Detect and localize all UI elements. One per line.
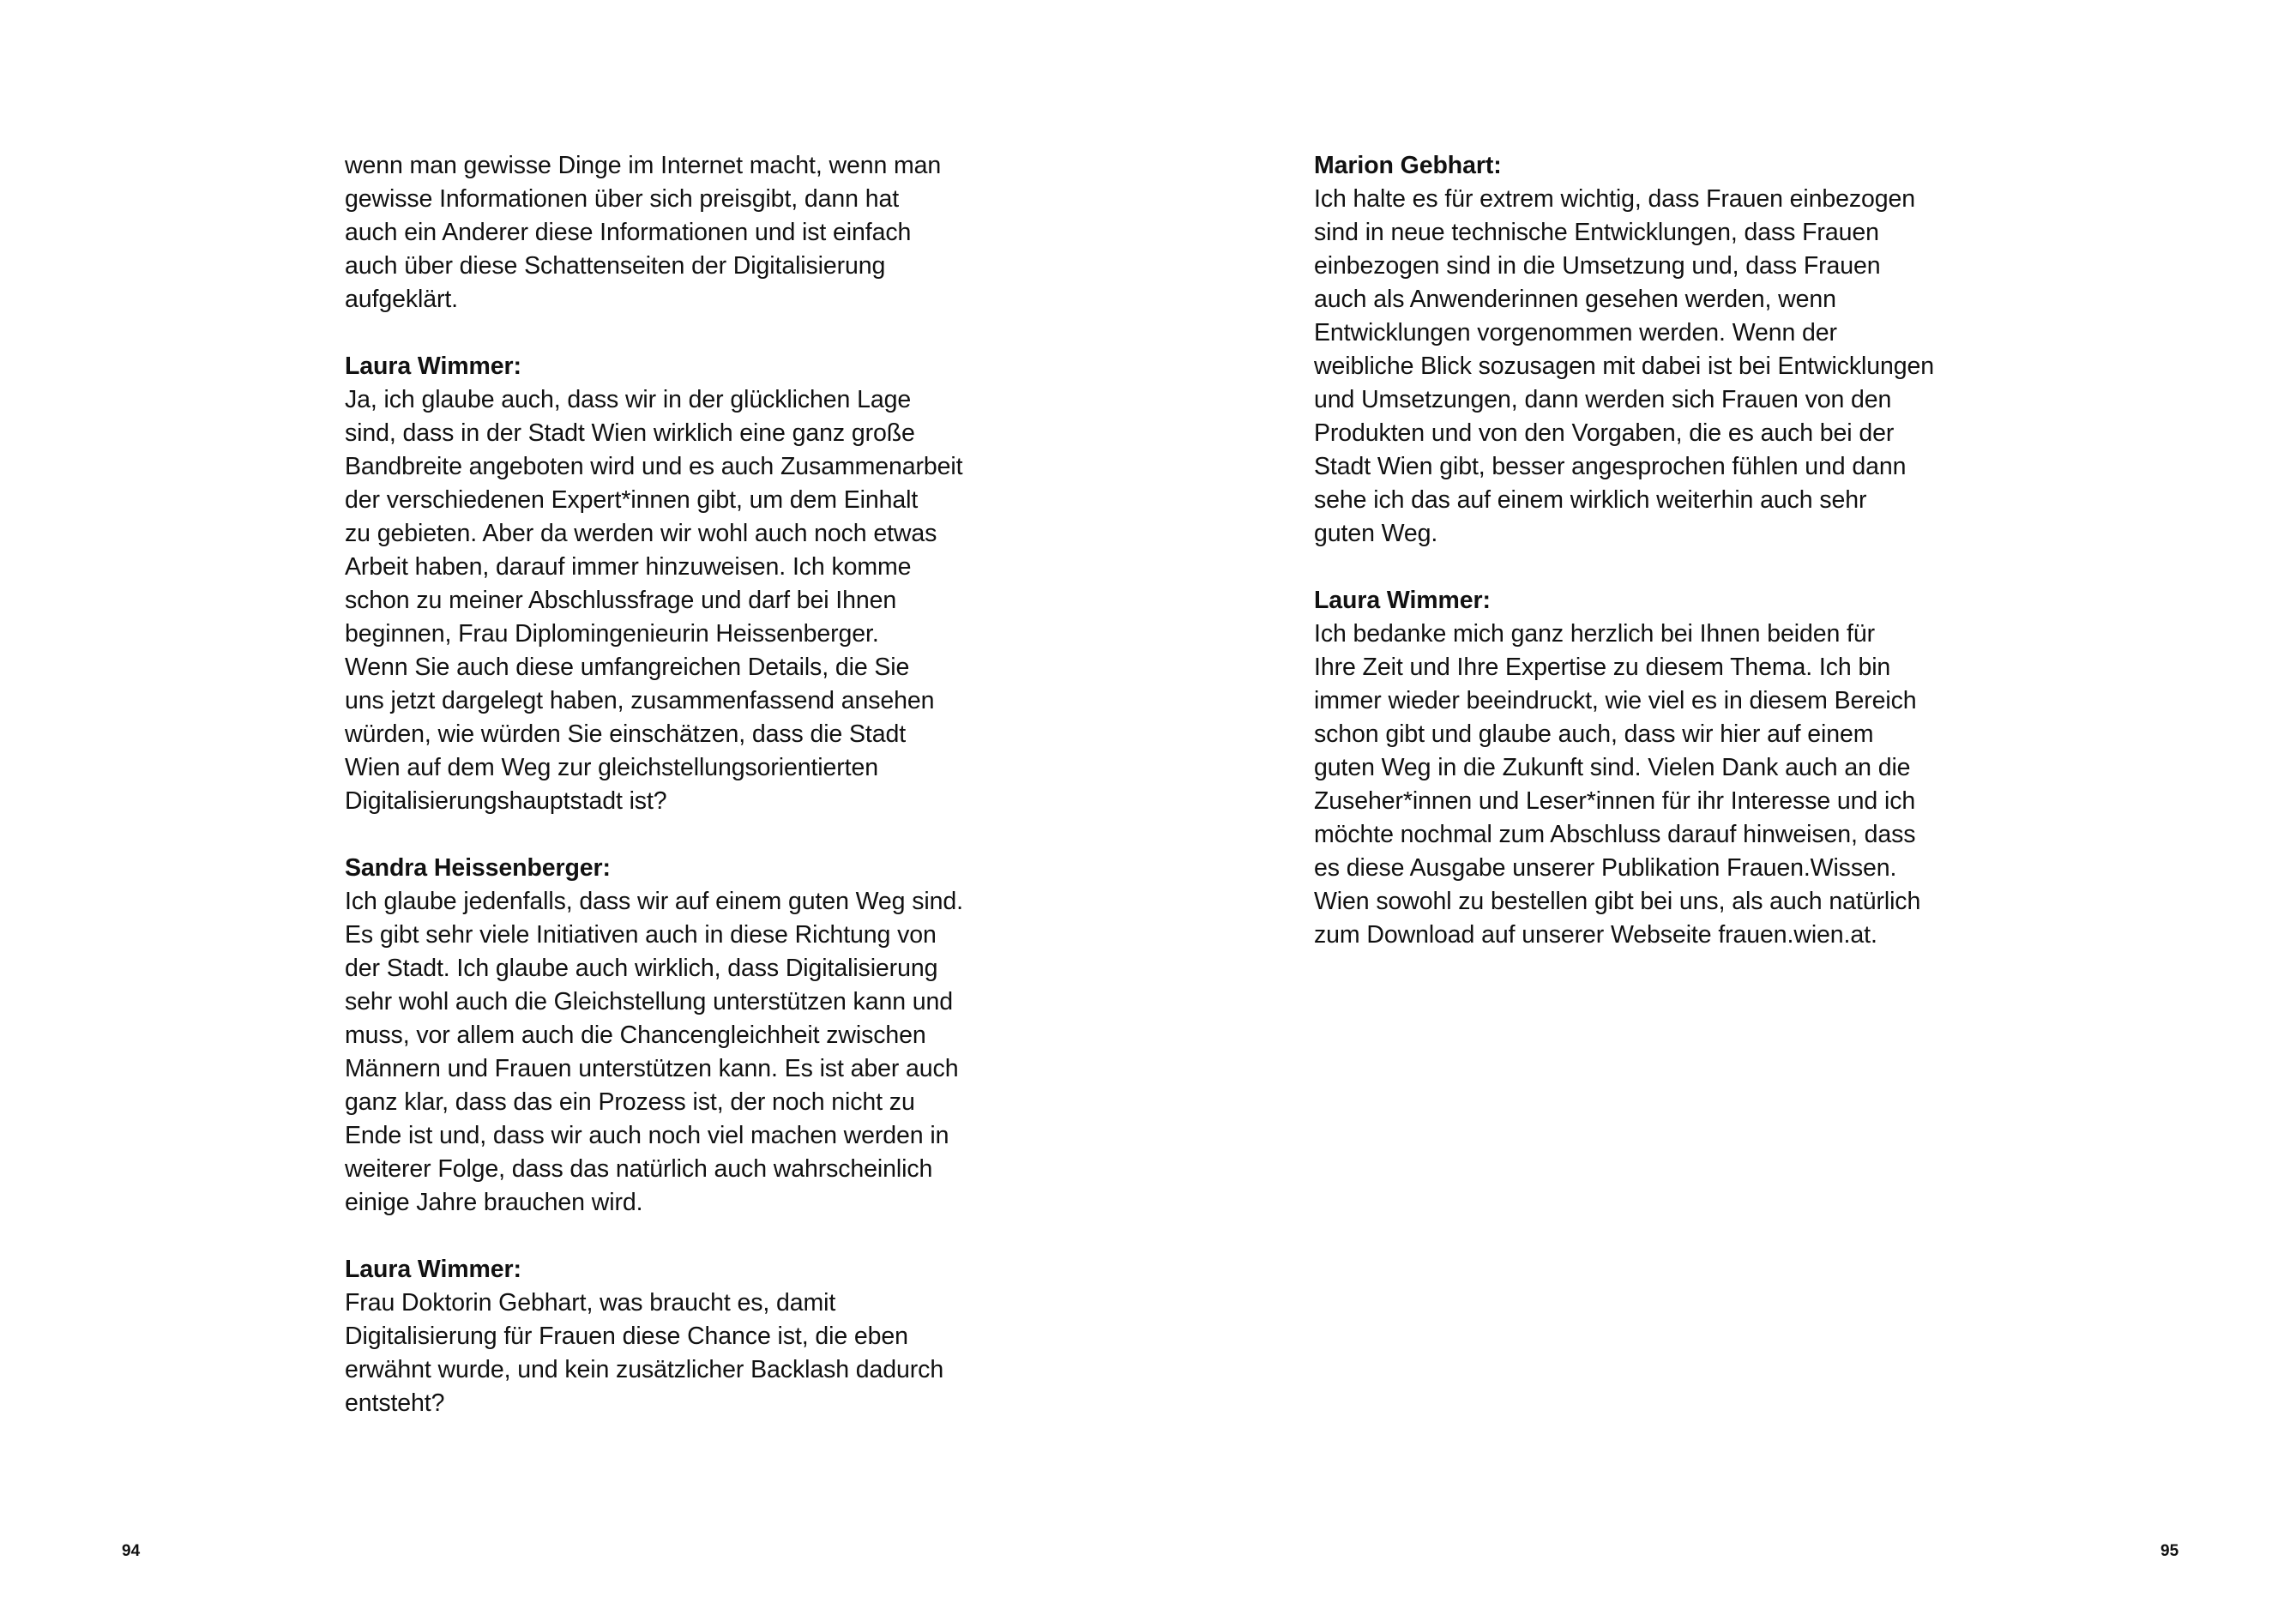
text-line: ganz klar, dass das ein Prozess ist, der noch nicht zu xyxy=(345,1088,915,1116)
text-line: beginnen, Frau Diplomingenieurin Heissenberger. xyxy=(345,620,879,648)
interview-section xyxy=(1314,149,1983,551)
text-line: Frau Doktorin Gebhart, was braucht es, damit xyxy=(345,1289,836,1317)
text-line: Ihre Zeit und Ihre Expertise zu diesem Thema. Ich bin xyxy=(1314,654,1891,681)
text-line: es diese Ausgabe unserer Publikation Frauen.Wissen. xyxy=(1314,854,1897,882)
text-line: erwähnt wurde, und kein zusätzlicher Backlash dadurch xyxy=(345,1356,944,1383)
text-line: auch über diese Schattenseiten der Digitalisierung xyxy=(345,252,886,280)
text-line: weiterer Folge, dass das natürlich auch wahrscheinlich xyxy=(345,1155,933,1183)
text-line: der verschiedenen Expert*innen gibt, um dem Einhalt xyxy=(345,486,919,514)
page-number: 95 xyxy=(2160,1542,2179,1560)
text-line: Bandbreite angeboten wird und es auch Zusammenarbeit xyxy=(345,453,963,480)
text-line: wenn man gewisse Dinge im Internet macht, wenn man xyxy=(345,152,942,179)
text-line: Arbeit haben, darauf immer hinzuweisen. Ich komme xyxy=(345,553,912,581)
text-line: würden, wie würden Sie einschätzen, dass die Stadt xyxy=(345,720,907,748)
text-line: Ich glaube jedenfalls, dass wir auf einem guten Weg sind. xyxy=(345,888,963,915)
text-line: auch als Anwenderinnen gesehen werden, wenn xyxy=(1314,286,1836,313)
speaker-name: Laura Wimmer: xyxy=(1314,587,1491,614)
text-line: einige Jahre brauchen wird. xyxy=(345,1189,643,1216)
text-line: schon zu meiner Abschlussfrage und darf bei Ihnen xyxy=(345,587,897,614)
text-line: und Umsetzungen, dann werden sich Frauen von den xyxy=(1314,386,1892,413)
text-line: Wien auf dem Weg zur gleichstellungsorientierten xyxy=(345,754,878,781)
text-line: uns jetzt dargelegt haben, zusammenfassend ansehen xyxy=(345,687,935,714)
text-line: aufgeklärt. xyxy=(345,286,458,313)
text-line: immer wieder beeindruckt, wie viel es in diesem Bereich xyxy=(1314,687,1917,714)
text-line: Digitalisierungshauptstadt ist? xyxy=(345,787,667,815)
text-line: Entwicklungen vorgenommen werden. Wenn der xyxy=(1314,319,1837,346)
text-line: einbezogen sind in die Umsetzung und, dass Frauen xyxy=(1314,252,1881,280)
speaker-name: Sandra Heissenberger: xyxy=(345,854,611,882)
interview-section xyxy=(345,1253,1014,1420)
text-line: guten Weg in die Zukunft sind. Vielen Dank auch an die xyxy=(1314,754,1911,781)
text-line: entsteht? xyxy=(345,1389,445,1417)
text-line: Wenn Sie auch diese umfangreichen Details, die Sie xyxy=(345,654,910,681)
speaker-name: Laura Wimmer: xyxy=(345,1256,521,1283)
text-line: Männern und Frauen unterstützen kann. Es ist aber auch xyxy=(345,1055,959,1082)
text-line: Es gibt sehr viele Initiativen auch in diese Richtung von xyxy=(345,921,937,949)
text-line: Zuseher*innen und Leser*innen für ihr Interesse und ich xyxy=(1314,787,1916,815)
text-line: Stadt Wien gibt, besser angesprochen fühlen und dann xyxy=(1314,453,1907,480)
interview-section xyxy=(1314,584,1983,952)
text-line: sind in neue technische Entwicklungen, dass Frauen xyxy=(1314,219,1879,246)
right-page xyxy=(1148,0,2295,1621)
text-line: Ich halte es für extrem wichtig, dass Frauen einbezogen xyxy=(1314,185,1916,213)
text-line: zu gebieten. Aber da werden wir wohl auch noch etwas xyxy=(345,520,937,547)
text-line: gewisse Informationen über sich preisgibt, dann hat xyxy=(345,185,900,213)
speaker-name: Laura Wimmer: xyxy=(345,353,521,380)
text-line: sind, dass in der Stadt Wien wirklich eine ganz große xyxy=(345,419,915,447)
interview-section xyxy=(345,149,1014,316)
speaker-name: Marion Gebhart: xyxy=(1314,152,1502,179)
right-text-column xyxy=(1314,149,1983,985)
text-line: sehe ich das auf einem wirklich weiterhin auch sehr xyxy=(1314,486,1867,514)
text-line: Digitalisierung für Frauen diese Chance ist, die eben xyxy=(345,1323,908,1350)
text-line: Wien sowohl zu bestellen gibt bei uns, als auch natürlich xyxy=(1314,888,1921,915)
text-line: muss, vor allem auch die Chancengleichheit zwischen xyxy=(345,1021,926,1049)
text-line: Ich bedanke mich ganz herzlich bei Ihnen beiden für xyxy=(1314,620,1875,648)
text-line: möchte nochmal zum Abschluss darauf hinweisen, dass xyxy=(1314,821,1916,848)
text-line: zum Download auf unserer Webseite frauen.wien.at. xyxy=(1314,921,1877,949)
interview-section xyxy=(345,852,1014,1220)
left-text-column xyxy=(345,149,1014,1454)
text-line: der Stadt. Ich glaube auch wirklich, dass Digitalisierung xyxy=(345,955,938,982)
text-line: sehr wohl auch die Gleichstellung unterstützen kann und xyxy=(345,988,954,1015)
text-line: weibliche Blick sozusagen mit dabei ist bei Entwicklungen xyxy=(1314,353,1935,380)
page-number: 94 xyxy=(122,1542,141,1560)
text-line: Ende ist und, dass wir auch noch viel machen werden in xyxy=(345,1122,949,1149)
text-line: schon gibt und glaube auch, dass wir hier auf einem xyxy=(1314,720,1874,748)
text-line: auch ein Anderer diese Informationen und ist einfach xyxy=(345,219,912,246)
text-line: Ja, ich glaube auch, dass wir in der glücklichen Lage xyxy=(345,386,912,413)
interview-section xyxy=(345,350,1014,818)
text-line: guten Weg. xyxy=(1314,520,1438,547)
text-line: Produkten und von den Vorgaben, die es auch bei der xyxy=(1314,419,1895,447)
